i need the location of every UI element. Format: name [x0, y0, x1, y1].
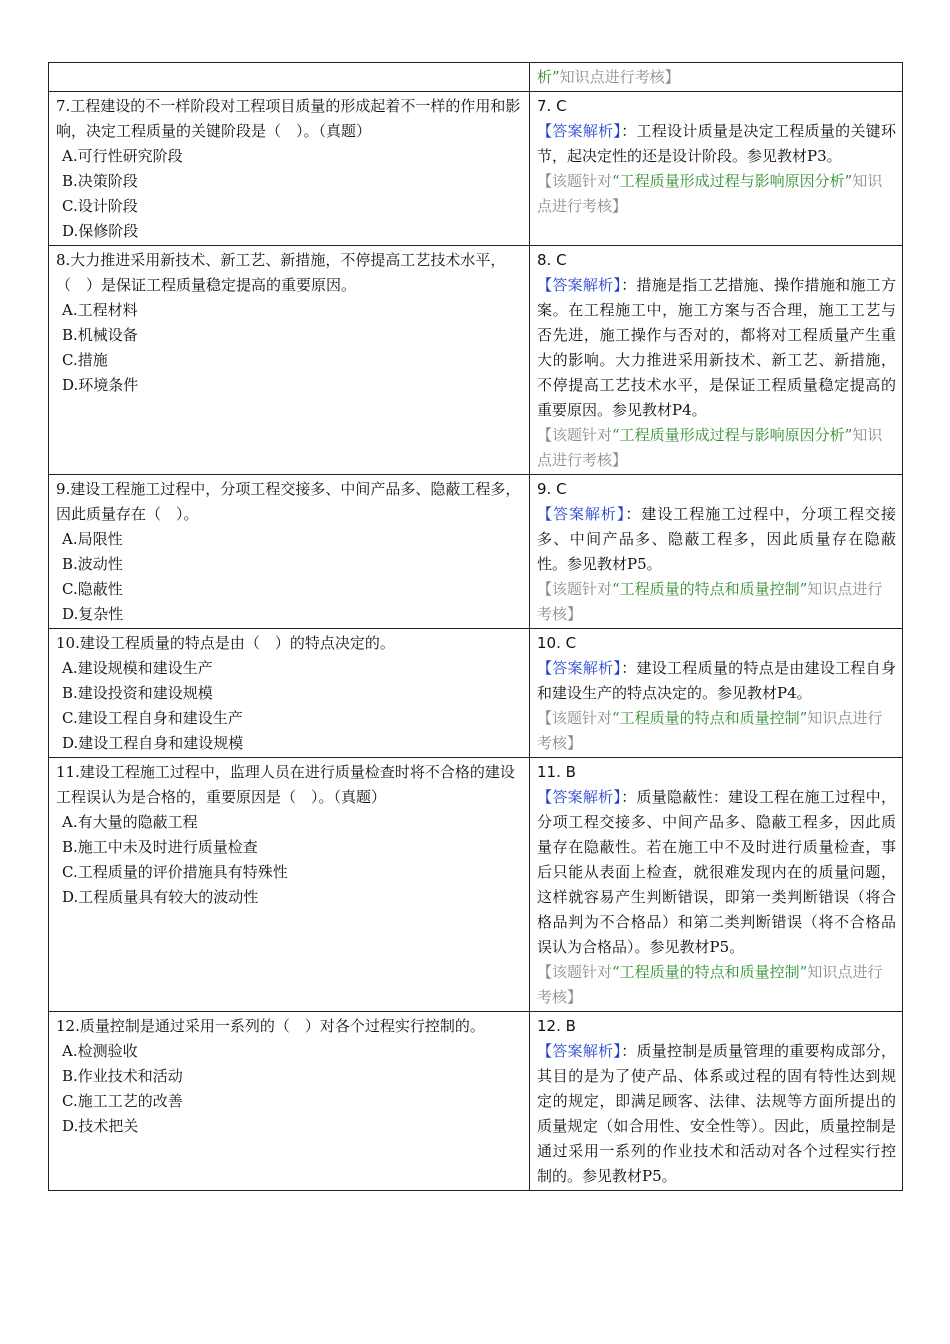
question-cell — [49, 758, 530, 1012]
option-d: D.复杂性 — [62, 605, 124, 623]
table-row — [49, 758, 903, 1012]
knowledge-point: “工程质量的特点和质量控制” — [612, 709, 808, 727]
option-a: A.局限性 — [62, 530, 123, 548]
analysis-text: 质量控制是质量管理的重要构成部分，其目的是为了使产品、体系或过程的固有特性达到规定的规定，即满足顾客、法律、法规等方面所提出的质量规定（如合用性、安全性等）。因此，质量控制是通过采用一系列的作业技术和活动对各个过程实行控制的。参见教材P5。 — [537, 1042, 896, 1185]
answer-analysis: 【答案解析】：质量控制是质量管理的重要构成部分，其目的是为了使产品、体系或过程的固有特性达到规定的规定，即满足顾客、法律、法规等方面所提出的质量规定（如合用性、安全性等）。因此，质量控制是通过采用一系列的作业技术和活动对各个过程实行控制的。参见教材P5。 — [537, 1042, 896, 1185]
question-text: 7.工程建设的不一样阶段对工程项目质量的形成起着不一样的作用和影响，决定工程质量的关键阶段是（ ）。（真题） — [56, 97, 521, 140]
table-row — [49, 629, 903, 758]
question-cell — [49, 1012, 530, 1191]
table-row-continued — [49, 63, 903, 92]
analysis-label: 【答案解析】 — [537, 788, 622, 806]
question-cell — [49, 246, 530, 475]
analysis-text: 建设工程施工过程中，分项工程交接多、中间产品多、隐蔽工程多，因此质量存在隐蔽性。参见教材P5。 — [537, 505, 896, 573]
option-a: A.检测验收 — [62, 1042, 138, 1060]
knowledge-note: 【该题针对“工程质量的特点和质量控制”知识点进行考核】 — [537, 963, 883, 1006]
analysis-text: 建设工程质量的特点是由建设工程自身和建设生产的特点决定的。参见教材P4。 — [537, 659, 896, 702]
option-d: D.建设工程自身和建设规模 — [62, 734, 244, 752]
option-c: C.建设工程自身和建设生产 — [62, 709, 243, 727]
question-text: 11.建设工程施工过程中，监理人员在进行质量检查时将不合格的建设工程误认为是合格的，重要原因是（ ）。（真题） — [56, 763, 515, 806]
analysis-label: 【答案解析】 — [537, 276, 622, 294]
option-b: B.波动性 — [62, 555, 123, 573]
analysis-label: 【答案解析】 — [537, 1042, 622, 1060]
option-d: D.工程质量具有较大的波动性 — [62, 888, 259, 906]
analysis-text: 工程设计质量是决定工程质量的关键环节，起决定性的还是设计阶段。参见教材P3。 — [537, 122, 896, 165]
question-cell — [49, 629, 530, 758]
answer-cell — [530, 246, 903, 475]
question-text: 12.质量控制是通过采用一系列的（ ）对各个过程实行控制的。 — [56, 1017, 485, 1035]
knowledge-note: 【该题针对“工程质量形成过程与影响原因分析”知识点进行考核】 — [537, 426, 883, 469]
knowledge-point: “工程质量形成过程与影响原因分析” — [612, 426, 853, 444]
answer-cell — [530, 92, 903, 246]
knowledge-point: “工程质量的特点和质量控制” — [612, 963, 808, 981]
option-d: D.环境条件 — [62, 376, 139, 394]
analysis-label: 【答案解析】 — [537, 505, 626, 523]
option-b: B.施工中未及时进行质量检查 — [62, 838, 258, 856]
question-cell — [49, 475, 530, 629]
table-row — [49, 246, 903, 475]
answer-analysis: 【答案解析】：建设工程施工过程中，分项工程交接多、中间产品多、隐蔽工程多，因此质量存在隐蔽性。参见教材P5。 — [537, 505, 896, 573]
answer-number: 7. C — [537, 97, 567, 115]
answer-number: 9. C — [537, 480, 567, 498]
answer-cell — [530, 758, 903, 1012]
answer-number: 10. C — [537, 634, 577, 652]
table-row — [49, 92, 903, 246]
qa-table — [48, 62, 903, 1191]
table-row — [49, 475, 903, 629]
answer-number: 8. C — [537, 251, 567, 269]
table-row — [49, 1012, 903, 1191]
answer-number: 11. B — [537, 763, 576, 781]
option-a: A.有大量的隐蔽工程 — [62, 813, 198, 831]
option-d: D.保修阶段 — [62, 222, 139, 240]
option-d: D.技术把关 — [62, 1117, 139, 1135]
note-tail: 析”知识点进行考核】 — [537, 68, 680, 86]
answer-analysis: 【答案解析】：工程设计质量是决定工程质量的关键环节，起决定性的还是设计阶段。参见教材P3。 — [537, 122, 896, 165]
knowledge-note: 【该题针对“工程质量的特点和质量控制”知识点进行考核】 — [537, 580, 883, 623]
option-c: C.隐蔽性 — [62, 580, 123, 598]
answer-cell — [530, 475, 903, 629]
option-c: C.措施 — [62, 351, 108, 369]
answer-analysis: 【答案解析】：建设工程质量的特点是由建设工程自身和建设生产的特点决定的。参见教材P4。 — [537, 659, 896, 702]
option-c: C.工程质量的评价措施具有特殊性 — [62, 863, 288, 881]
question-text: 8.大力推进采用新技术、新工艺、新措施，不停提高工艺技术水平，（ ）是保证工程质量稳定提高的重要原因。 — [56, 251, 506, 294]
option-a: A.可行性研究阶段 — [62, 147, 183, 165]
option-c: C.施工工艺的改善 — [62, 1092, 183, 1110]
option-b: B.建设投资和建设规模 — [62, 684, 213, 702]
knowledge-note: 【该题针对“工程质量的特点和质量控制”知识点进行考核】 — [537, 709, 883, 752]
answer-cell — [530, 629, 903, 758]
question-text: 10.建设工程质量的特点是由（ ）的特点决定的。 — [56, 634, 395, 652]
question-cell-empty — [49, 63, 530, 92]
option-c: C.设计阶段 — [62, 197, 138, 215]
answer-number: 12. B — [537, 1017, 576, 1035]
analysis-label: 【答案解析】 — [537, 659, 622, 677]
answer-cell — [530, 1012, 903, 1191]
question-cell — [49, 92, 530, 246]
knowledge-point: “工程质量的特点和质量控制” — [612, 580, 808, 598]
analysis-text: 质量隐蔽性：建设工程在施工过程中，分项工程交接多、中间产品多、隐蔽工程多，因此质量存在隐蔽性。若在施工中不及时进行质量检查，事后只能从表面上检查，就很难发现内在的质量问题，这样就容易产生判断错误，即第一类判断错误（将合格品判为不合格品）和第二类判断错误（将不合格品误认为合格品）。参见教材P5。 — [537, 788, 896, 956]
knowledge-note: 【该题针对“工程质量形成过程与影响原因分析”知识点进行考核】 — [537, 172, 883, 215]
knowledge-point: “工程质量形成过程与影响原因分析” — [612, 172, 853, 190]
answer-cell-continued — [530, 63, 903, 92]
question-text: 9.建设工程施工过程中，分项工程交接多、中间产品多、隐蔽工程多，因此质量存在（ ）。 — [56, 480, 521, 523]
analysis-text: 措施是指工艺措施、操作措施和施工方案。在工程施工中，施工方案与否合理，施工工艺与否先进，施工操作与否对的，都将对工程质量产生重大的影响。大力推进采用新技术、新工艺、新措施，不停提高工艺技术水平，是保证工程质量稳定提高的重要原因。参见教材P4。 — [537, 276, 896, 419]
answer-analysis: 【答案解析】：质量隐蔽性：建设工程在施工过程中，分项工程交接多、中间产品多、隐蔽工程多，因此质量存在隐蔽性。若在施工中不及时进行质量检查，事后只能从表面上检查，就很难发现内在的质量问题，这样就容易产生判断错误，即第一类判断错误（将合格品判为不合格品）和第二类判断错误（将不合格品误认为合格品）。参见教材P5。 — [537, 788, 896, 956]
analysis-label: 【答案解析】 — [537, 122, 622, 140]
option-b: B.作业技术和活动 — [62, 1067, 183, 1085]
option-a: A.建设规模和建设生产 — [62, 659, 213, 677]
option-a: A.工程材料 — [62, 301, 138, 319]
option-b: B.决策阶段 — [62, 172, 138, 190]
answer-analysis: 【答案解析】：措施是指工艺措施、操作措施和施工方案。在工程施工中，施工方案与否合理，施工工艺与否先进，施工操作与否对的，都将对工程质量产生重大的影响。大力推进采用新技术、新工艺、新措施，不停提高工艺技术水平，是保证工程质量稳定提高的重要原因。参见教材P4。 — [537, 276, 896, 419]
option-b: B.机械设备 — [62, 326, 138, 344]
